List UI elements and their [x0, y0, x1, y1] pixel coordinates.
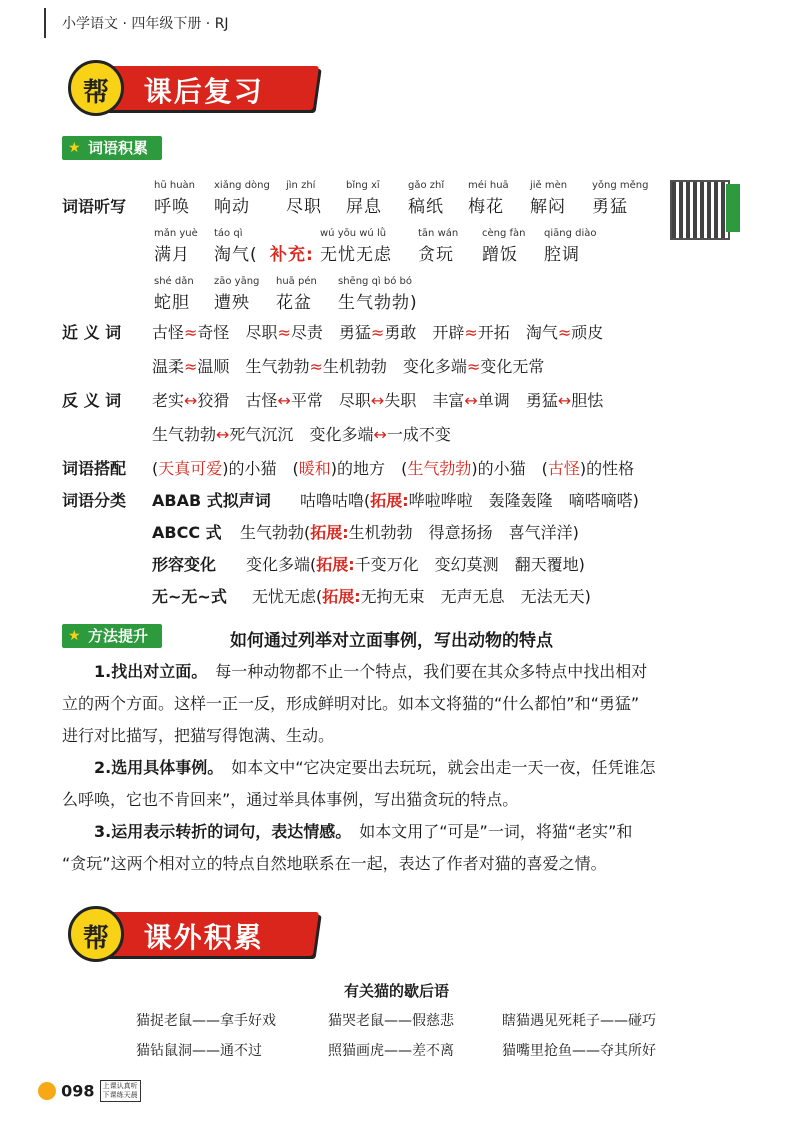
relation-symbol: ≈: [277, 323, 291, 342]
dictation-word: 稿纸: [408, 197, 444, 217]
qr-code-icon[interactable]: [670, 180, 730, 240]
pinyin: jìn zhí: [286, 180, 316, 191]
label-collocation: 词语搭配: [62, 459, 127, 478]
synonyms-line-1: [152, 320, 603, 343]
pinyin: mǎn yuè: [154, 228, 198, 239]
word: 生气勃勃: [245, 357, 310, 376]
word: 勇猛: [525, 391, 558, 410]
dictation-word: 生气勃勃): [338, 293, 418, 313]
dictation-word: 蹭饭: [482, 245, 518, 265]
relation-symbol: ≈: [557, 323, 572, 342]
dictation-word: 勇猛: [592, 197, 628, 217]
header-divider: [44, 8, 46, 38]
header-title: 小学语文 · 四年级下册 · RJ: [62, 16, 229, 32]
word: 尽职: [245, 323, 278, 342]
proverb-item: 猫哭老鼠——假慈悲: [328, 1013, 454, 1029]
word: 勇猛: [338, 323, 371, 342]
pinyin: cèng fàn: [482, 228, 526, 239]
word: 一成不变: [386, 425, 451, 444]
word: 生气勃勃: [152, 425, 217, 444]
star-icon: ★: [68, 628, 81, 644]
dictation-word: 响动: [214, 197, 250, 217]
word: 变化多端: [309, 425, 374, 444]
collocation-line: (天真可爱)的小猫 (暖和)的地方 (生气勃勃)的小猫 (古怪)的性格: [152, 459, 635, 478]
word: 狡猾: [197, 391, 230, 410]
pinyin: yǒng měng: [592, 180, 649, 191]
word: 失职: [384, 391, 417, 410]
pinyin: tān wán: [418, 228, 459, 239]
pinyin: shēng qì bó bó: [338, 276, 412, 287]
mascot-icon: [38, 1082, 56, 1100]
word: 单调: [477, 391, 510, 410]
word: 胆怯: [571, 391, 604, 410]
word: 平常: [290, 391, 323, 410]
section-banner-review: [60, 60, 318, 116]
word: 顽皮: [571, 323, 604, 342]
dictation-word: 花盆: [276, 293, 312, 313]
word: 变化多端: [402, 357, 467, 376]
dictation-word: 梅花: [468, 197, 504, 217]
relation-symbol: ≈: [370, 323, 385, 342]
relation-symbol: ≈: [464, 323, 478, 342]
word: 开拓: [477, 323, 510, 342]
dictation-word: 屏息: [346, 197, 382, 217]
collocation-answer: 暖和: [298, 459, 331, 478]
pinyin: zāo yāng: [214, 276, 260, 287]
word: 尽责: [290, 323, 323, 342]
star-icon: ★: [68, 140, 81, 156]
dictation-word: 补充:: [270, 245, 314, 265]
dictation-word: 遭殃: [214, 293, 250, 313]
proverb-item: 猫捉老鼠——拿手好戏: [136, 1013, 276, 1029]
relation-symbol: ↔: [373, 425, 387, 444]
pinyin: xiǎng dòng: [214, 180, 270, 191]
word: 死气沉沉: [229, 425, 294, 444]
proverb-item: 猫钻鼠洞——通不过: [136, 1043, 262, 1059]
page-number: 098: [61, 1081, 95, 1101]
relation-symbol: ≈: [184, 357, 198, 376]
word: 丰富: [432, 391, 465, 410]
antonyms-line-2: [152, 422, 451, 445]
word: 生机勃勃: [322, 357, 387, 376]
relation-symbol: ↔: [277, 391, 291, 410]
dictation-word: 满月: [154, 245, 190, 265]
dictation-word: 腔调: [544, 245, 580, 265]
pinyin: gǎo zhǐ: [408, 180, 445, 191]
proverb-item: 照猫画虎——差不离: [328, 1043, 454, 1059]
pinyin: táo qì: [214, 228, 243, 239]
word: 开辟: [432, 323, 465, 342]
word: 勇敢: [384, 323, 417, 342]
relation-symbol: ↔: [557, 391, 572, 410]
classification-type: 无~无~式: [152, 587, 227, 606]
banner-title: 课后复习: [143, 75, 264, 108]
relation-symbol: ≈: [309, 357, 323, 376]
word: 温柔: [152, 357, 185, 376]
dictation-word: 呼唤: [154, 197, 190, 217]
relation-symbol: ↔: [370, 391, 385, 410]
classification-content: 变化多端(拓展:千变万化 变幻莫测 翻天覆地): [246, 555, 585, 574]
classification-content: 生气勃勃(拓展:生机勃勃 得意扬扬 喜气洋洋): [240, 523, 579, 542]
label-classification: 词语分类: [62, 491, 127, 510]
proverb-item: 猫嘴里抢鱼——夺其所好: [502, 1043, 656, 1059]
pinyin: qiāng diào: [544, 228, 597, 239]
footer-slogan-1: 上课认真听: [102, 1082, 138, 1090]
relation-symbol: ↔: [184, 391, 198, 410]
word: 尽职: [338, 391, 371, 410]
tag-method: ★ 方法提升: [62, 624, 162, 648]
relation-symbol: ≈: [466, 357, 481, 376]
label-antonyms: 反 义 词: [62, 391, 122, 410]
method-title: 如何通过列举对立面事例，写出动物的特点: [230, 631, 553, 651]
word: 老实: [152, 391, 185, 410]
pinyin: bǐng xī: [346, 180, 380, 191]
classification-type: 形容变化: [152, 555, 217, 574]
synonyms-line-2: [152, 354, 544, 377]
dictation-word: 贪玩: [418, 245, 454, 265]
word: 奇怪: [197, 323, 230, 342]
help-icon: 帮: [68, 60, 124, 116]
footer-slogan-2: 下课练天晨: [102, 1091, 138, 1099]
collocation-answer: 古怪: [547, 459, 580, 478]
word: 古怪: [152, 323, 185, 342]
label-dictation: 词语听写: [62, 197, 127, 216]
word: 温顺: [197, 357, 230, 376]
method-paragraph-2: 2.选用具体事例。 如本文中“它决定要出去玩玩，就会出走一天一夜，任凭谁怎 么呼唤，它也不肯回来”，通过举具体事例，写出猫贪玩的特点。: [62, 758, 656, 809]
pinyin: wú yōu wú lǜ: [320, 228, 387, 239]
dictation-word: 尽职: [286, 197, 322, 217]
pinyin: hū huàn: [154, 180, 195, 191]
antonyms-line-1: [152, 388, 603, 411]
qr-side-tab: [726, 184, 740, 232]
word: 古怪: [245, 391, 278, 410]
dictation-word: 蛇胆: [154, 293, 190, 313]
classification-content: 咕噜咕噜(拓展:哗啦哗啦 轰隆轰隆 嘀嗒嘀嗒): [300, 491, 639, 510]
page-footer: [38, 1080, 141, 1102]
tag-vocabulary: ★ 词语积累: [62, 136, 162, 160]
word: 淘气: [525, 323, 558, 342]
classification-content: 无忧无虑(拓展:无拘无束 无声无息 无法无天): [252, 587, 591, 606]
pinyin: shé dǎn: [154, 276, 194, 287]
help-icon: 帮: [68, 906, 124, 962]
relation-symbol: ↔: [216, 425, 230, 444]
pinyin: huā pén: [276, 276, 317, 287]
proverb-title: 有关猫的歇后语: [344, 982, 450, 1000]
proverb-item: 瞎猫遇见死耗子——碰巧: [502, 1013, 656, 1029]
method-paragraph-1: 1.找出对立面。 每一种动物都不止一个特点，我们要在其众多特点中找出相对 立的两个方面。这样一正一反，形成鲜明对比。如本文将猫的“什么都怕”和“勇猛” 进行对比描写，把猫写得饱满、生动。: [62, 662, 648, 745]
classification-type: ABAB 式拟声词: [152, 491, 271, 510]
method-paragraph-3: 3.运用表示转折的词句，表达情感。 如本文用了“可是”一词，将猫“老实”和 “贪玩”这两个相对立的特点自然地联系在一起，表达了作者对猫的喜爱之情。: [62, 822, 633, 873]
pinyin: jiě mèn: [530, 180, 568, 191]
dictation-word: 解闷: [530, 197, 566, 217]
collocation-answer: 生气勃勃: [407, 459, 472, 478]
banner-title: 课外积累: [143, 921, 264, 954]
label-synonyms: 近 义 词: [62, 323, 122, 342]
dictation-word: 淘气(: [214, 245, 258, 265]
classification-type: ABCC 式: [152, 523, 222, 542]
pinyin: méi huā: [468, 180, 509, 191]
relation-symbol: ≈: [184, 323, 198, 342]
word: 变化无常: [480, 357, 545, 376]
collocation-answer: 天真可爱: [158, 459, 223, 478]
dictation-word: 无忧无虑: [320, 245, 392, 265]
relation-symbol: ↔: [464, 391, 478, 410]
section-banner-extra: [60, 906, 318, 962]
